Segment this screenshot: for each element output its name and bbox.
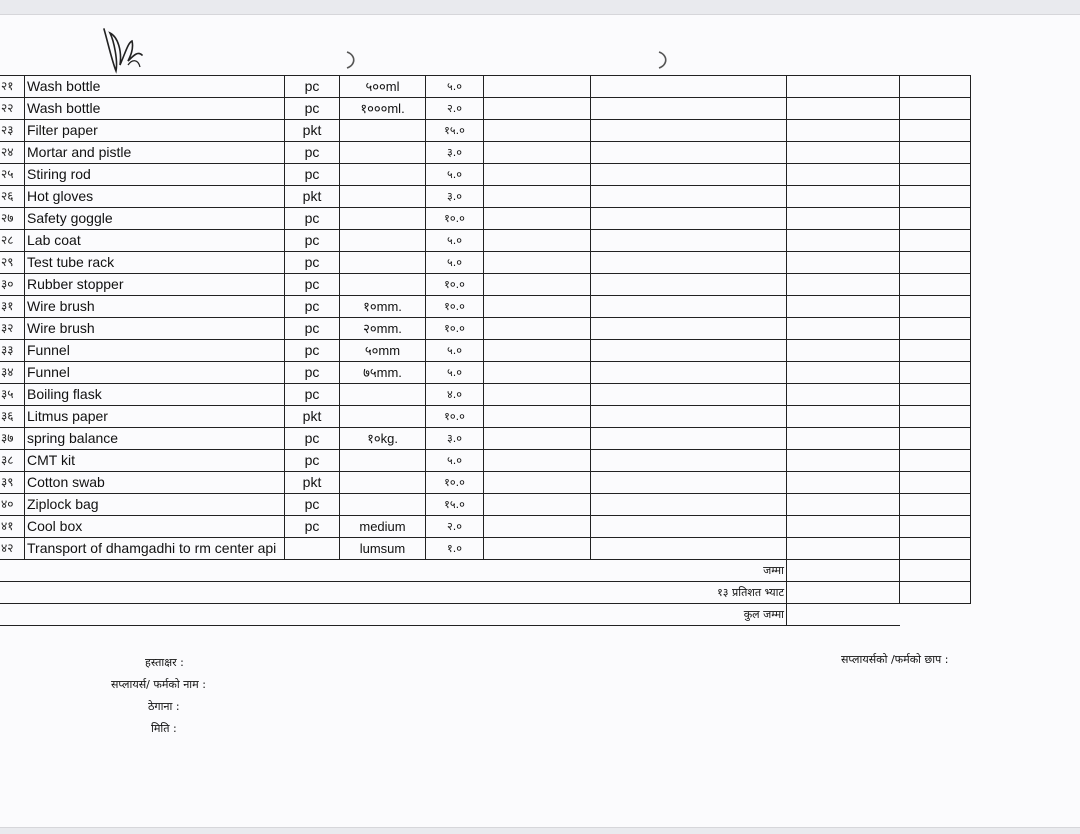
empty-cell (900, 76, 971, 98)
serial-number: ४२ (0, 538, 25, 560)
empty-cell (787, 318, 900, 340)
item-quantity: ४.० (426, 384, 484, 406)
empty-cell (787, 186, 900, 208)
empty-cell (900, 406, 971, 428)
empty-cell (591, 186, 787, 208)
empty-cell (484, 274, 591, 296)
item-quantity: ३.० (426, 142, 484, 164)
item-spec: २०mm. (340, 318, 426, 340)
empty-cell (900, 472, 971, 494)
table-row (0, 318, 971, 340)
serial-number: ३८ (0, 450, 25, 472)
empty-cell (591, 296, 787, 318)
empty-cell (484, 164, 591, 186)
serial-number: ३२ (0, 318, 25, 340)
item-name: CMT kit (25, 450, 285, 472)
table-row (0, 120, 971, 142)
empty-cell (900, 560, 971, 582)
item-unit (285, 538, 340, 560)
empty-cell (591, 384, 787, 406)
item-spec: lumsum (340, 538, 426, 560)
empty-cell (787, 340, 900, 362)
empty-cell (591, 516, 787, 538)
item-quantity: ५.० (426, 76, 484, 98)
empty-cell (484, 296, 591, 318)
item-quantity: १०.० (426, 318, 484, 340)
item-quantity: ५.० (426, 450, 484, 472)
serial-number: ३३ (0, 340, 25, 362)
empty-cell (787, 230, 900, 252)
table-row (0, 274, 971, 296)
empty-cell (484, 384, 591, 406)
empty-cell (900, 296, 971, 318)
item-spec (340, 120, 426, 142)
item-spec: ५०mm (340, 340, 426, 362)
table-row (0, 164, 971, 186)
item-name: Mortar and pistle (25, 142, 285, 164)
date-field-label: मिति : (151, 722, 177, 735)
item-spec (340, 142, 426, 164)
empty-cell (787, 120, 900, 142)
empty-cell (787, 142, 900, 164)
empty-cell (787, 76, 900, 98)
item-unit: pc (285, 76, 340, 98)
empty-cell (591, 120, 787, 142)
item-quantity: ५.० (426, 252, 484, 274)
empty-cell (484, 142, 591, 164)
item-quantity: १५.० (426, 120, 484, 142)
items-table (0, 75, 971, 626)
empty-cell (900, 516, 971, 538)
item-quantity: १०.० (426, 274, 484, 296)
total-label: जम्मा (0, 560, 787, 582)
empty-cell (900, 208, 971, 230)
serial-number: ३४ (0, 362, 25, 384)
empty-cell (900, 384, 971, 406)
serial-number: ३९ (0, 472, 25, 494)
empty-cell (900, 318, 971, 340)
item-unit: pc (285, 318, 340, 340)
serial-number: ४१ (0, 516, 25, 538)
item-name: Cotton swab (25, 472, 285, 494)
serial-number: ३० (0, 274, 25, 296)
empty-cell (591, 472, 787, 494)
empty-cell (484, 230, 591, 252)
item-quantity: १०.० (426, 472, 484, 494)
item-spec (340, 450, 426, 472)
serial-number: २१ (0, 76, 25, 98)
empty-cell (591, 340, 787, 362)
table-row (0, 362, 971, 384)
item-unit: pkt (285, 120, 340, 142)
empty-cell (591, 318, 787, 340)
table-row (0, 494, 971, 516)
item-name: Cool box (25, 516, 285, 538)
item-name: Funnel (25, 362, 285, 384)
serial-number: ४० (0, 494, 25, 516)
item-name: Lab coat (25, 230, 285, 252)
item-quantity: ५.० (426, 340, 484, 362)
item-spec: medium (340, 516, 426, 538)
item-spec: १०kg. (340, 428, 426, 450)
empty-cell (484, 318, 591, 340)
empty-cell (591, 362, 787, 384)
punch-hole-mark (656, 49, 670, 71)
item-name: Funnel (25, 340, 285, 362)
item-spec (340, 252, 426, 274)
item-name: spring balance (25, 428, 285, 450)
empty-cell (787, 406, 900, 428)
table-row (0, 450, 971, 472)
item-spec: १०mm. (340, 296, 426, 318)
empty-cell (787, 450, 900, 472)
empty-cell (591, 142, 787, 164)
empty-cell (787, 516, 900, 538)
empty-cell (484, 362, 591, 384)
item-unit: pc (285, 340, 340, 362)
empty-cell (591, 164, 787, 186)
empty-cell (900, 428, 971, 450)
empty-cell (591, 406, 787, 428)
table-row (0, 208, 971, 230)
empty-cell (484, 450, 591, 472)
item-quantity: ५.० (426, 164, 484, 186)
item-quantity: १०.० (426, 296, 484, 318)
empty-cell (484, 208, 591, 230)
item-unit: pc (285, 428, 340, 450)
table-row (0, 472, 971, 494)
item-spec (340, 230, 426, 252)
item-name: Wire brush (25, 296, 285, 318)
item-unit: pc (285, 516, 340, 538)
table-row (0, 230, 971, 252)
item-unit: pc (285, 252, 340, 274)
empty-cell (900, 582, 971, 604)
item-name: Stiring rod (25, 164, 285, 186)
empty-cell (900, 538, 971, 560)
item-unit: pkt (285, 186, 340, 208)
empty-cell (591, 208, 787, 230)
item-name: Ziplock bag (25, 494, 285, 516)
handwritten-signature (98, 21, 148, 76)
table-row (0, 252, 971, 274)
serial-number: ३६ (0, 406, 25, 428)
empty-cell (787, 274, 900, 296)
empty-cell (787, 604, 900, 626)
item-quantity: १.० (426, 538, 484, 560)
empty-cell (787, 208, 900, 230)
serial-number: ३७ (0, 428, 25, 450)
item-unit: pc (285, 230, 340, 252)
item-unit: pc (285, 296, 340, 318)
summary-row-vat (0, 582, 971, 604)
address-field-label: ठेगाना : (148, 700, 180, 713)
empty-cell (787, 362, 900, 384)
item-quantity: १०.० (426, 406, 484, 428)
item-spec (340, 164, 426, 186)
item-name: Litmus paper (25, 406, 285, 428)
item-unit: pc (285, 450, 340, 472)
empty-cell (484, 120, 591, 142)
empty-cell (900, 230, 971, 252)
empty-cell (900, 494, 971, 516)
table-row (0, 406, 971, 428)
table-row (0, 538, 971, 560)
item-spec (340, 208, 426, 230)
empty-cell (484, 428, 591, 450)
empty-cell (591, 428, 787, 450)
empty-cell (591, 76, 787, 98)
item-unit: pc (285, 142, 340, 164)
empty-cell (484, 472, 591, 494)
item-name: Transport of dhamgadhi to rm center api (25, 538, 285, 560)
empty-cell (484, 538, 591, 560)
table-row (0, 516, 971, 538)
item-quantity: १५.० (426, 494, 484, 516)
item-unit: pc (285, 208, 340, 230)
serial-number: ३५ (0, 384, 25, 406)
item-unit: pc (285, 274, 340, 296)
table-row (0, 186, 971, 208)
empty-cell (787, 296, 900, 318)
item-spec (340, 384, 426, 406)
item-unit: pc (285, 362, 340, 384)
empty-cell (900, 604, 971, 626)
empty-cell (484, 406, 591, 428)
item-spec: ७५mm. (340, 362, 426, 384)
empty-cell (900, 142, 971, 164)
table-row (0, 384, 971, 406)
summary-row-total (0, 560, 971, 582)
signature-field-label: हस्ताक्षर : (145, 656, 184, 669)
empty-cell (591, 98, 787, 120)
empty-cell (900, 362, 971, 384)
document-page (0, 14, 1080, 828)
table-row (0, 98, 971, 120)
item-name: Hot gloves (25, 186, 285, 208)
item-spec (340, 494, 426, 516)
item-spec (340, 472, 426, 494)
item-name: Boiling flask (25, 384, 285, 406)
table-row (0, 296, 971, 318)
empty-cell (591, 230, 787, 252)
empty-cell (787, 164, 900, 186)
item-unit: pc (285, 384, 340, 406)
item-name: Rubber stopper (25, 274, 285, 296)
empty-cell (900, 252, 971, 274)
item-quantity: २.० (426, 516, 484, 538)
empty-cell (591, 274, 787, 296)
item-quantity: ५.० (426, 230, 484, 252)
empty-cell (787, 582, 900, 604)
empty-cell (484, 494, 591, 516)
serial-number: २३ (0, 120, 25, 142)
item-quantity: १०.० (426, 208, 484, 230)
empty-cell (900, 186, 971, 208)
empty-cell (900, 450, 971, 472)
empty-cell (787, 472, 900, 494)
empty-cell (484, 186, 591, 208)
stamp-field-label: सप्लायर्सको /फर्मको छाप : (841, 653, 949, 666)
empty-cell (900, 98, 971, 120)
empty-cell (591, 494, 787, 516)
serial-number: २६ (0, 186, 25, 208)
item-name: Wire brush (25, 318, 285, 340)
serial-number: ३१ (0, 296, 25, 318)
item-spec (340, 406, 426, 428)
item-unit: pc (285, 494, 340, 516)
item-quantity: ३.० (426, 186, 484, 208)
serial-number: २९ (0, 252, 25, 274)
item-name: Wash bottle (25, 76, 285, 98)
item-quantity: २.० (426, 98, 484, 120)
punch-hole-mark (344, 49, 358, 71)
vat-label: १३ प्रतिशत भ्याट (0, 582, 787, 604)
empty-cell (900, 164, 971, 186)
table-row (0, 340, 971, 362)
empty-cell (591, 252, 787, 274)
item-unit: pkt (285, 406, 340, 428)
empty-cell (787, 98, 900, 120)
item-quantity: ३.० (426, 428, 484, 450)
empty-cell (900, 274, 971, 296)
item-name: Test tube rack (25, 252, 285, 274)
empty-cell (787, 428, 900, 450)
serial-number: २४ (0, 142, 25, 164)
item-name: Safety goggle (25, 208, 285, 230)
grand-total-label: कुल जम्मा (0, 604, 787, 626)
empty-cell (484, 76, 591, 98)
table-row (0, 428, 971, 450)
empty-cell (484, 252, 591, 274)
empty-cell (591, 538, 787, 560)
empty-cell (900, 120, 971, 142)
item-spec (340, 186, 426, 208)
serial-number: २५ (0, 164, 25, 186)
item-name: Filter paper (25, 120, 285, 142)
empty-cell (484, 516, 591, 538)
item-spec (340, 274, 426, 296)
item-quantity: ५.० (426, 362, 484, 384)
empty-cell (787, 494, 900, 516)
empty-cell (900, 340, 971, 362)
item-spec: १०००ml. (340, 98, 426, 120)
serial-number: २२ (0, 98, 25, 120)
empty-cell (591, 450, 787, 472)
item-spec: ५००ml (340, 76, 426, 98)
empty-cell (787, 538, 900, 560)
serial-number: २८ (0, 230, 25, 252)
item-unit: pc (285, 98, 340, 120)
empty-cell (484, 340, 591, 362)
table-row (0, 142, 971, 164)
item-unit: pc (285, 164, 340, 186)
table-row (0, 76, 971, 98)
item-name: Wash bottle (25, 98, 285, 120)
supplier-name-field-label: सप्लायर्स/ फर्मको नाम : (111, 678, 206, 691)
empty-cell (787, 252, 900, 274)
serial-number: २७ (0, 208, 25, 230)
empty-cell (787, 384, 900, 406)
summary-row-grand-total (0, 604, 971, 626)
item-unit: pkt (285, 472, 340, 494)
empty-cell (484, 98, 591, 120)
empty-cell (787, 560, 900, 582)
